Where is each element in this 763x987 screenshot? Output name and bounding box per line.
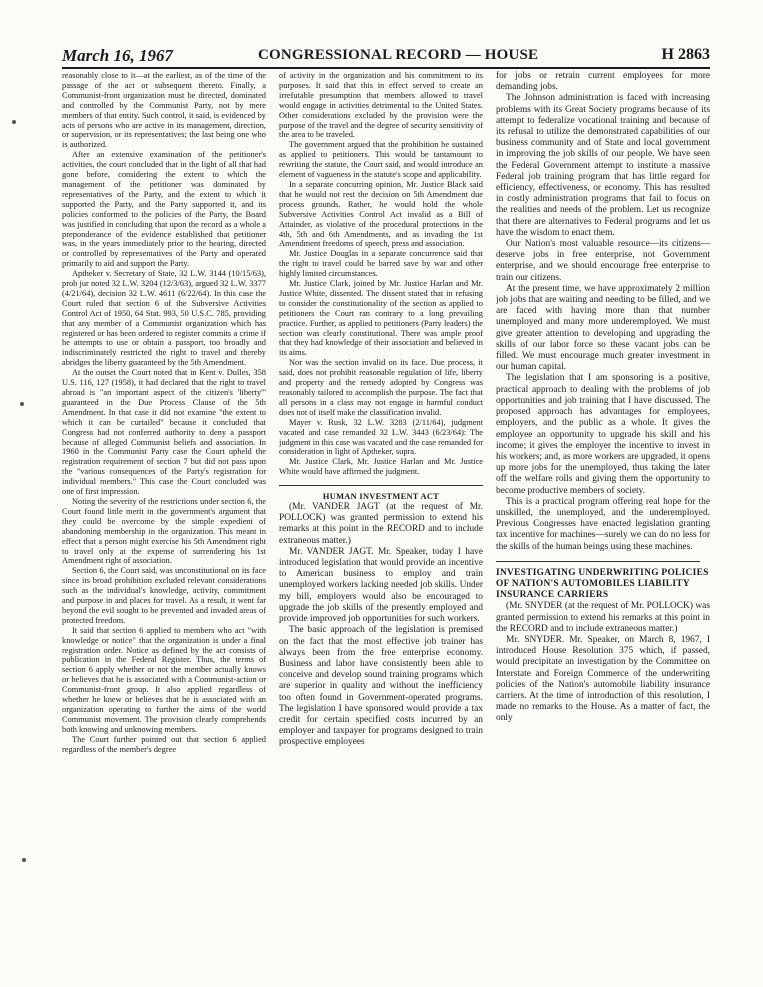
paragraph: Mr. Justice Douglas in a separate concurrence said that the right to travel could be barred save by war and other highly limited circumstances. [279,249,483,279]
paragraph: The Court further pointed out that section 6 applied regardless of the member's degree [62,734,266,754]
paragraph: In a separate concurring opinion, Mr. Justice Black said that he would not rest the decision on 5th Amendment due process grounds. Rather, he would hold the whole Subversive Activities Control Act invalid as a Bill of Attainder, as violative of the procedural protections in the 4th, 5th and 6th Amendments, and as invading the 1st Amendment freedoms of speech, press and association. [279,179,483,249]
paragraph: of activity in the organization and his commitment to its purposes. It said that this in effect served to create an irrefutable presumption that members allowed to travel would engage in activities detrimental to the United States. Other considerations excluded by the provision were the purpose of the travel and the degree of security sensitivity of the area to be traveled. [279,71,483,140]
paragraph: After an extensive examination of the petitioner's activities, the court concluded that in the light of all that had gone before, considering the extent to which the management of the petitioner was dominated by representatives of the Party, and the extent to which it supported the Party, and the Party supported it, and its policies conformed to the policies of the Party, the Board was justified in concluding that upon the record as a whole a preponderance of the evidence established that petitioner was, in the years immediately prior to the hearing, directed or controlled by representatives of the Party and operated primarily to aid and support the Party. [62,150,266,269]
section-divider [496,561,700,562]
paragraph: Mr. SNYDER. Mr. Speaker, on March 8, 1967, I introduced House Resolution 375 which, if passed, would precipitate an investigation by the Committee on Interstate and Foreign Commerce of the underwriting policies of the Nation's automobile liability insurance carriers. At the time of introduction of this resolution, I made no remarks to the House. As a matter of fact, the only [496,634,710,724]
margin-speck [12,120,16,124]
paragraph: Mr. Justice Clark, Mr. Justice Harlan and Mr. Justice White would have affirmed the judgment. [279,457,483,477]
publication-title: CONGRESSIONAL RECORD — HOUSE [258,47,539,63]
section-heading: HUMAN INVESTMENT ACT [322,492,440,502]
page-date: March 16, 1967 [62,46,173,65]
section-heading: INVESTIGATING UNDERWRITING POLICIES OF NATION'S AUTOMOBILES LIABILITY INSURANCE CARRIERS [496,567,709,601]
paragraph: (Mr. SNYDER (at the request of Mr. POLLOCK) was granted permission to extend his remarks at this point in the RECORD and to include extraneous matter.) [496,601,710,634]
paragraph: This is a practical program offering real hope for the unskilled, the unemployed, and the underemployed. Previous Congresses have enacted legislation granting tax incentive for machines—surely we can do no less for the skills of the human beings using these machines. [496,496,710,552]
paragraph: Our Nation's most valuable resource—its citizens—deserve jobs in free enterprise, not Government enterprise, and we should encourage free enterprise to train our citizens. [496,239,710,283]
paragraph: Mayer v. Rusk, 32 L.W. 3283 (2/11/64), judgment vacated and case remanded 32 L.W. 3443 (6/23/64): The judgment in this case was vacated and the case remanded for consideration in light of Aptheker, supra. [279,417,483,457]
paragraph: The government argued that the prohibition be sustained as applied to petitioners. This would be tantamount to rewriting the statute, the Court said, and would introduce an element of vagueness in the statute's scope and applicability. [279,140,483,180]
paragraph: for jobs or retrain current employees for more demanding jobs. [496,71,710,93]
margin-speck [22,858,26,862]
paragraph: Mr. Justice Clark, joined by Mr. Justice Harlan and Mr. Justice White, dissented. The dissent stated that in refusing to consider the constitutionality of the section as applied to petitioners the Court ran contrary to a long prevailing practice. Further, as applied to petitioners (Party leaders) the section was clearly constitutional. There was ample proof that they had knowledge of their association and believed in its aims. [279,279,483,358]
paragraph: (Mr. VANDER JAGT (at the request of Mr. POLLOCK) was granted permission to extend his remarks at this point in the RECORD and to include extraneous matter.) [279,502,483,546]
paragraph: It said that section 6 applied to members who act "with knowledge or notice" that the organization is under a final registration order. Notice as defined by the act consists of publication in the Federal Register. Thus, the terms of section 6 apply whether or not the member actually knows or believes that he is associated with a Communist-action or Communist-front group. It also applied regardless of whether he knew or believes that he is associated with an organization operating to further the aims of the world Communist movement. The provision clearly comprehends both knowing and unknowing members. [62,625,266,734]
header-rule [62,67,710,69]
paragraph: Noting the severity of the restrictions under section 6, the Court found little merit in the government's argument that they could be overcome by the simple expedient of abandoning membership in the organization. This meant in effect that a person might exercise his 5th Amendment right to travel only at the expense of surrendering his 1st Amendment right of association. [62,496,266,566]
paragraph: Section 6, the Court said, was unconstitutional on its face since its broad prohibition excluded relevant considerations such as the individual's knowledge, activity, commitment and purpose in and places for travel. As a result, it went far beyond the evil sought to be prevented and invaded areas of protected freedom. [62,566,266,625]
paragraph: Mr. VANDER JAGT. Mr. Speaker, today I have introduced legislation that would provide an incentive to American business to employ and train unemployed workers lacking needed job skills. Under my bill, employers would also be encouraged to upgrade the job skills of the presently employed and provide improved job opportunities for such workers. [279,546,483,625]
paragraph: Nor was the section invalid on its face. Due process, it said, does not prohibit reasonable regulation of life, liberty and property and the remedy adopted by Congress was reasonably tailored to accomplish the purpose. The fact that all persons in a class may not engage in harmful conduct does not of itself make the classification invalid. [279,358,483,417]
margin-speck [20,402,24,406]
paragraph: The basic approach of the legislation is premised on the fact that the most effective job trainer has always been from the free enterprise economy. Business and labor have consistently been able to conceive and develop sound training programs which are superior in quality and without the inefficiency too often found in Government-operated programs. The legislation I have sponsored would provide a tax credit for certain specified costs incurred by an employer and taxpayer for programs designed to train prospective employees [279,625,483,748]
paragraph: The legislation that I am sponsoring is a positive, practical approach to dealing with the problems of job opportunities and job training that I have discussed. The proposed approach has advantages for employees, employers, and the public as a whole. It gives the employee an opportunity to upgrade his skill and his income; it gives the employer the incentive to invest in his workers; and, as more workers are upgraded, it opens up more jobs for the unemployed, thus taking the later off the welfare rolls and giving them the opportunity to become productive members of society. [496,373,710,496]
column-3 [496,71,710,976]
paragraph: The Johnson administration is faced with increasing problems with its Great Society programs because of its attempt to federalize vocational training and because of its refusal to utilize the demonstrated capabilities of our business community and of State and local government in improving the job skills of our people. We have seen the Federal Government attempt to institute a massive Federal job training program that has little regard for efficiency, effectiveness, or economy. This has resulted in costly administration programs that fail to focus on the realities and needs of the problem. Let us recognize that there are alternatives to Federal programs and let us have the wisdom to enact them. [496,93,710,238]
paragraph: reasonably close to it—at the earliest, as of the time of the passage of the act or subsequent thereto. Finally, a Communist-front organization must be directed, dominated and controlled by the Communist Party, not by mere members of that entity. Such control, it said, is evidenced by acts of persons who are active in its management, direction, or supervision, or its representatives; the last being one who is authorized. [62,71,266,150]
paragraph: At the present time, we have approximately 2 million job jobs that are waiting and needing to be filled, and we are faced with having more than that number unemployed and many more underemployed. We must give greater attention to developing and upgrading the skills of our labor force so these vacant jobs can be filled. We must encourage much greater investment in our human capital. [496,283,710,373]
column-2 [279,71,483,976]
paragraph: At the outset the Court noted that in Kent v. Dulles, 358 U.S. 116, 127 (1958), it had declared that the right to travel abroad is "an important aspect of the citizen's 'liberty'" guaranteed in the Due Process Clause of the 5th Amendment. In that case it did not examine "the extent to which it can be curtailed" because it concluded that Congress had not conferred authority to deny a passport because of alleged Communist beliefs and association. In 1960 in the Communist Party case the Court upheld the registration requirement of section 7 but did not pass upon the "various consequences of the Party's registration for individual members." This case the Court concluded was one of first impression. [62,368,266,497]
paragraph: Aptheker v. Secretary of State, 32 L.W. 3144 (10/15/63), prob jur noted 32 L.W. 3204 (12/3/63), argued 32 L.W. 3377 (4/21/64), decision 32 L.W. 4611 (6/22/64). In this case the Court ruled that section 6 of the Subversive Activities Control Act of 1950, 64 Stat. 993, 50 U.S.C. 785, providing that any member of a Communist organization which has registered or has been ordered to register commits a crime if he attempts to use or obtain a passport, too broadly and indiscriminately restricted the right to travel and thereby abridges the liberty guaranteed by the 5th Amendment. [62,269,266,368]
section-divider [279,485,483,486]
column-1 [62,71,266,976]
page-number: H 2863 [661,46,710,63]
